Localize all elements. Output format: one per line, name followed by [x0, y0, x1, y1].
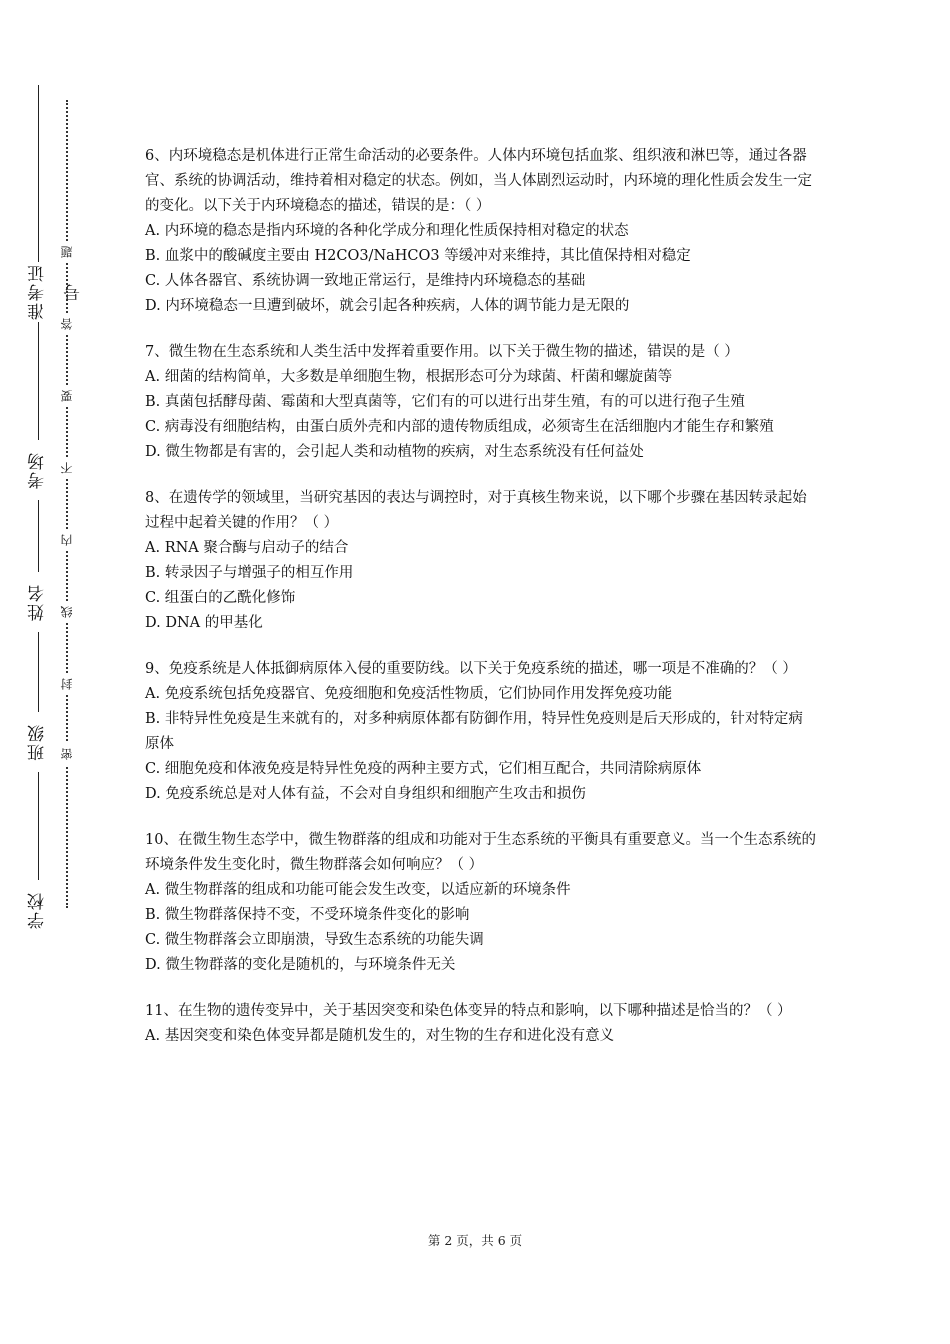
option-a: A. 微生物群落的组成和功能可能会发生改变，以适应新的环境条件 — [145, 882, 571, 898]
option-a: A. 基因突变和染色体变异都是随机发生的，对生物的生存和进化没有意义 — [145, 1028, 615, 1044]
option-c: C. 微生物群落会立即崩溃，导致生态系统的功能失调 — [145, 932, 484, 948]
option-c: C. 人体各器官、系统协调一致地正常运行，是维持内环境稳态的基础 — [145, 273, 586, 289]
exam-number-label: 准考证号 — [20, 262, 56, 322]
question-8 — [145, 486, 817, 636]
option-d: D. DNA 的甲基化 — [145, 615, 263, 631]
question-list — [145, 144, 817, 1070]
option-d: D. 内环境稳态一旦遭到破坏，就会引起各种疾病，人体的调节能力是无限的 — [145, 298, 630, 314]
option-d: D. 免疫系统总是对人体有益，不会对自身组织和细胞产生攻击和损伤 — [145, 786, 586, 802]
seal-char: 封 — [58, 673, 76, 695]
seal-char: 线 — [58, 601, 76, 623]
seal-char: 不 — [58, 457, 76, 479]
question-stem: 7、微生物在生态系统和人类生活中发挥着重要作用。以下关于微生物的描述，错误的是（ ） — [145, 344, 739, 360]
class-label: 班级 — [20, 712, 56, 772]
seal-char: 题 — [58, 241, 76, 263]
option-a: A. 免疫系统包括免疫器官、免疫细胞和免疫活性物质，它们协同作用发挥免疫功能 — [145, 686, 673, 702]
option-b: B. 转录因子与增强子的相互作用 — [145, 565, 354, 581]
question-stem: 10、在微生物生态学中，微生物群落的组成和功能对于生态系统的平衡具有重要意义。当一个生态系统的环境条件发生变化时，微生物群落会如何响应？（ ） — [145, 832, 816, 873]
question-stem: 6、内环境稳态是机体进行正常生命活动的必要条件。人体内环境包括血浆、组织液和淋巴等，通过各器官、系统的协调活动，维持着相对稳定的状态。例如，当人体剧烈运动时，内环境的理化性质会发生一定的变化。以下关于内环境稳态的描述，错误的是：（ ） — [145, 148, 812, 214]
question-11 — [145, 999, 817, 1049]
option-a: A. 内环境的稳态是指内环境的各种化学成分和理化性质保持相对稳定的状态 — [145, 223, 629, 239]
page-number-footer: 第 2 页，共 6 页 — [427, 1233, 523, 1248]
option-a: A. RNA 聚合酶与启动子的结合 — [145, 540, 349, 556]
option-b: B. 微生物群落保持不变，不受环境条件变化的影响 — [145, 907, 470, 923]
seal-char: 内 — [58, 529, 76, 551]
binding-margin — [0, 0, 120, 1344]
option-b: B. 血浆中的酸碱度主要由 H2CO3/NaHCO3 等缓冲对来维持，其比值保持相对稳定 — [145, 248, 691, 264]
option-d: D. 微生物群落的变化是随机的，与环境条件无关 — [145, 957, 456, 973]
option-c: C. 病毒没有细胞结构，由蛋白质外壳和内部的遗传物质组成，必须寄生在活细胞内才能生存和繁殖 — [145, 419, 774, 435]
field-solid-line — [38, 85, 39, 925]
school-label: 学校 — [20, 880, 56, 940]
seal-char: 密 — [58, 743, 76, 765]
question-7 — [145, 340, 817, 465]
seal-char: 要 — [58, 385, 76, 407]
question-stem: 9、免疫系统是人体抵御病原体入侵的重要防线。以下关于免疫系统的描述，哪一项是不准确的？（ ） — [145, 661, 797, 677]
option-c: C. 细胞免疫和体液免疫是特异性免疫的两种主要方式，它们相互配合，共同清除病原体 — [145, 761, 702, 777]
option-b: B. 非特异性免疫是生来就有的，对多种病原体都有防御作用，特异性免疫则是后天形成的，针对特定病原体 — [145, 711, 803, 752]
seal-dotted-line — [66, 100, 68, 908]
exam-room-label: 考场 — [20, 440, 56, 500]
option-c: C. 组蛋白的乙酰化修饰 — [145, 590, 296, 606]
question-6 — [145, 144, 817, 319]
name-label: 姓名 — [20, 572, 56, 632]
seal-char: 答 — [58, 313, 76, 335]
question-9 — [145, 657, 817, 807]
question-stem: 11、在生物的遗传变异中，关于基因突变和染色体变异的特点和影响，以下哪种描述是恰当的？（ ） — [145, 1003, 792, 1019]
question-10 — [145, 828, 817, 978]
option-b: B. 真菌包括酵母菌、霉菌和大型真菌等，它们有的可以进行出芽生殖，有的可以进行孢子生殖 — [145, 394, 745, 410]
question-stem: 8、在遗传学的领域里，当研究基因的表达与调控时，对于真核生物来说，以下哪个步骤在基因转录起始过程中起着关键的作用？（ ） — [145, 490, 807, 531]
option-a: A. 细菌的结构简单，大多数是单细胞生物，根据形态可分为球菌、杆菌和螺旋菌等 — [145, 369, 673, 385]
option-d: D. 微生物都是有害的，会引起人类和动植物的疾病，对生态系统没有任何益处 — [145, 444, 644, 460]
